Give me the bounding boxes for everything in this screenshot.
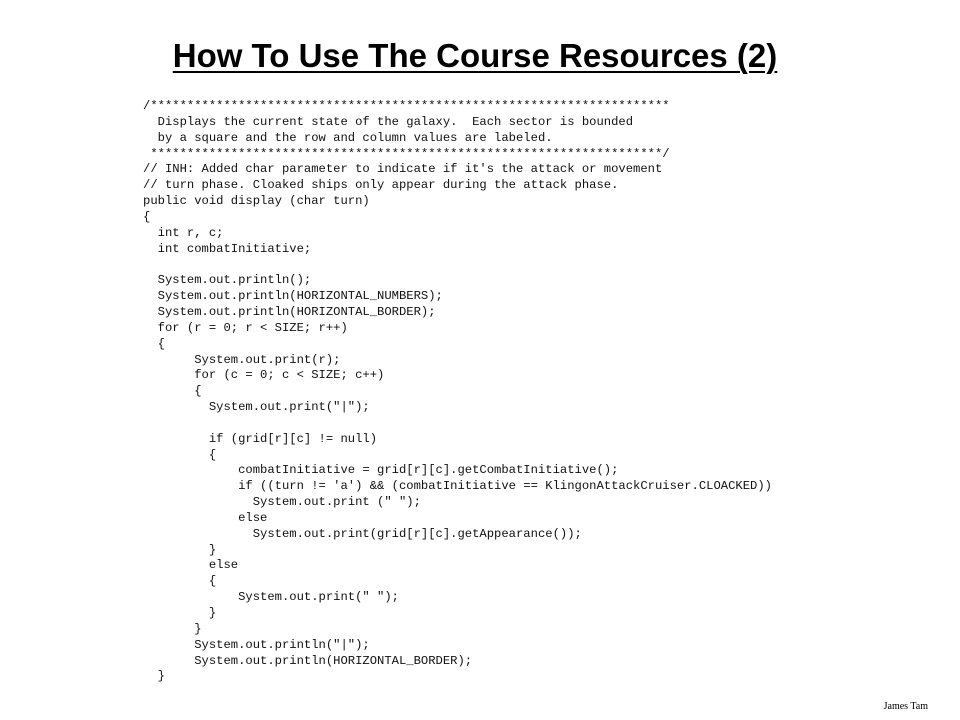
- code-line: /***********************************************************************: [143, 99, 670, 113]
- code-screenshot: [143, 99, 823, 689]
- code-line: System.out.println("|");: [143, 637, 370, 652]
- code-line: System.out.println(HORIZONTAL_NUMBERS);: [143, 289, 443, 304]
- code-line: for (r = 0; r < SIZE; r++): [143, 320, 348, 335]
- code-line: int r, c;: [143, 225, 224, 240]
- code-line: // INH: Added char parameter to indicate if it's the attack or movement: [143, 162, 663, 177]
- code-line: public void display (char turn): [143, 194, 370, 209]
- slide-title: How To Use The Course Resources (2): [172, 37, 778, 74]
- code-line: else: [143, 510, 268, 525]
- code-line: **********************************************************************/: [143, 146, 670, 161]
- code-line: {: [143, 336, 165, 351]
- code-line: }: [143, 621, 202, 636]
- code-line: {: [143, 447, 217, 462]
- code-line: int combatInitiative;: [143, 241, 312, 256]
- code-line: System.out.println();: [143, 273, 312, 288]
- code-line: for (c = 0; c < SIZE; c++): [143, 368, 385, 383]
- code-line: {: [143, 574, 217, 589]
- code-line: Displays the current state of the galaxy. Each sector is bounded: [143, 114, 634, 129]
- code-line: // turn phase. Cloaked ships only appear during the attack phase.: [143, 178, 619, 193]
- code-line: {: [143, 384, 202, 399]
- code-line: System.out.print(grid[r][c].getAppearance());: [143, 526, 582, 541]
- code-line: System.out.println(HORIZONTAL_BORDER);: [143, 653, 473, 668]
- code-line: }: [143, 669, 165, 684]
- code-line: }: [143, 606, 217, 620]
- code-line: if ((turn != 'a') && (combatInitiative == KlingonAttackCruiser.CLOACKED)): [143, 479, 772, 494]
- code-line: [143, 257, 823, 273]
- code-line: combatInitiative = grid[r][c].getCombatInitiative();: [143, 463, 619, 478]
- code-line: System.out.print (" ");: [143, 495, 421, 510]
- code-line: System.out.print(" ");: [143, 590, 399, 605]
- code-line: if (grid[r][c] != null): [143, 431, 378, 446]
- code-block: [143, 99, 823, 685]
- code-line: System.out.println(HORIZONTAL_BORDER);: [143, 304, 436, 319]
- code-line: else: [143, 558, 239, 573]
- code-line: {: [143, 209, 151, 224]
- code-line: }: [143, 542, 217, 557]
- code-line: System.out.print("|");: [143, 400, 370, 415]
- footer-author: James Tam: [883, 701, 928, 712]
- code-line: System.out.print(r);: [143, 352, 341, 367]
- code-line: [143, 416, 823, 432]
- code-line: by a square and the row and column values are labeled.: [143, 130, 553, 145]
